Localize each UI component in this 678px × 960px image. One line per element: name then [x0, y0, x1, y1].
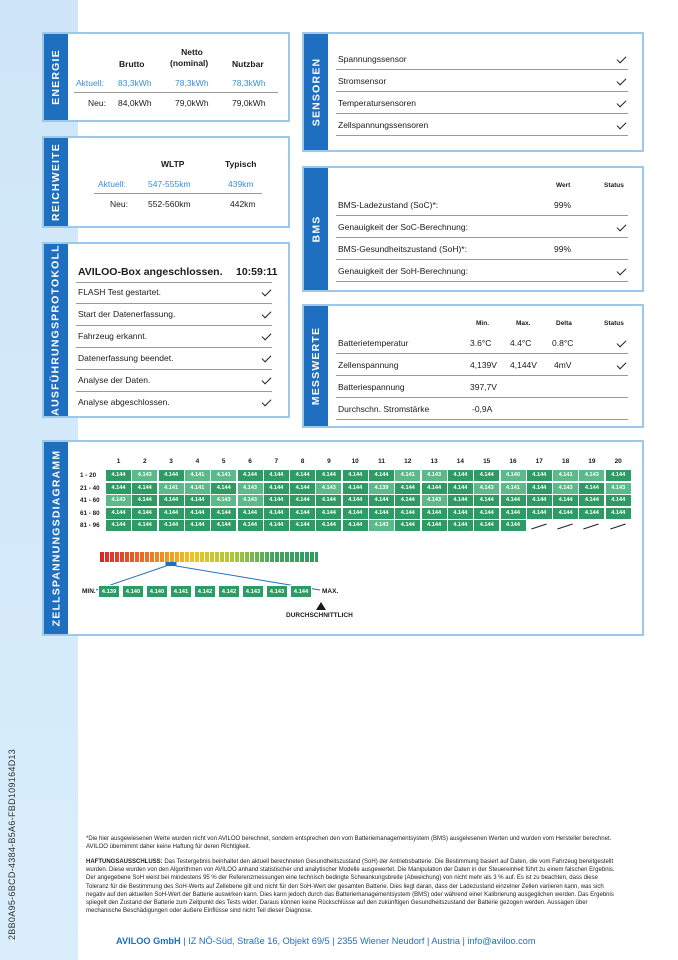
column-number: 5: [221, 458, 226, 465]
voltage-cell: 4.144: [501, 508, 526, 519]
voltage-cell: 4.144: [527, 483, 552, 494]
voltage-cell: 4.144: [369, 508, 394, 519]
voltage-cell: 4.144: [264, 495, 289, 506]
scale-value-box: 4.140: [146, 585, 168, 598]
divider: [336, 113, 628, 114]
divider: [336, 215, 628, 216]
check-icon: [262, 375, 272, 385]
voltage-cell: 4.144: [159, 495, 184, 506]
column-number: 17: [535, 458, 543, 465]
check-icon: [617, 222, 627, 232]
divider: [94, 193, 262, 194]
voltage-cell: 4.140: [501, 470, 526, 481]
voltage-cell: 4.144: [422, 483, 447, 494]
voltage-cell: 4.144: [106, 508, 131, 519]
voltage-cell: 4.144: [474, 495, 499, 506]
voltage-cell: 4.144: [290, 483, 315, 494]
divider: [76, 369, 272, 370]
divider: [76, 391, 272, 392]
energie-tab: ENERGIE: [44, 34, 68, 120]
voltage-cell: 4.144: [316, 520, 341, 531]
check-icon: [617, 266, 627, 276]
row-neu-label: Neu:: [110, 199, 128, 209]
column-number: 4: [195, 458, 200, 465]
reichweite-panel: [42, 136, 290, 228]
check-icon: [262, 287, 272, 297]
scale-value-box: 4.142: [194, 585, 216, 598]
footnote: *Die hier ausgewiesenen Werte wurden nicht von AVILOO berechnet, sondern entsprechen den vom Batteriemanagementsystem (BMS) ausgelesenen Werten und wurden vom Hersteller berechnet. AVILOO übernimmt daher keine Haftung für deren Richtigkeit.: [86, 836, 612, 851]
average-label: DURCHSCHNITTLICH: [286, 612, 353, 619]
scale-value-box: 4.143: [266, 585, 288, 598]
voltage-cell: 4.143: [106, 495, 131, 506]
company-name: AVILOO GmbH: [116, 936, 181, 946]
temp-max: 4.4°C: [510, 338, 532, 348]
divider: [336, 397, 628, 398]
divider: [336, 281, 628, 282]
row-label: 81 - 96: [80, 522, 100, 529]
column-number: 2: [142, 458, 147, 465]
voltage-cell: 4.144: [211, 483, 236, 494]
col-nutzbar: Nutzbar: [232, 59, 264, 69]
row-label: 21 - 40: [80, 484, 100, 492]
sensor-item: Stromsensor: [338, 76, 387, 86]
protokoll-title: AVILOO-Box angeschlossen.: [78, 266, 223, 278]
voltage-cell: 4.144: [185, 520, 210, 531]
aktuell-wltp: 547-555km: [148, 179, 191, 189]
voltage-cell: 4.144: [527, 495, 552, 506]
column-number: 16: [509, 458, 517, 465]
voltage-cell: 4.141: [501, 483, 526, 494]
divider: [336, 419, 628, 420]
divider: [336, 375, 628, 376]
protokoll-tab: AUSFÜHRUNGSPROTOKOLL: [44, 244, 68, 416]
voltage-cell: 4.144: [474, 520, 499, 531]
voltage-cell: 4.144: [448, 495, 473, 506]
voltage-cell: 4.144: [159, 520, 184, 531]
voltage-cell: 4.144: [448, 470, 473, 481]
batt-value: 397,7V: [470, 382, 497, 392]
row-label: 41 - 60: [80, 497, 100, 504]
empty-cell-dash: [531, 524, 547, 530]
voltage-cell: 4.144: [238, 470, 263, 481]
protokoll-item: FLASH Test gestartet.: [78, 287, 161, 297]
check-icon: [262, 353, 272, 363]
voltage-cell: 4.144: [343, 495, 368, 506]
col-delta: Delta: [556, 320, 572, 327]
col-wert: Wert: [556, 182, 571, 189]
voltage-cell: 4.143: [238, 495, 263, 506]
row-label: 61 - 80: [80, 509, 100, 517]
voltage-cell: 4.144: [159, 470, 184, 481]
voltage-cell: 4.144: [132, 508, 157, 519]
check-icon: [262, 331, 272, 341]
column-number: 20: [614, 458, 622, 465]
empty-cell-dash: [557, 524, 573, 530]
voltage-gradient-bar: [100, 552, 318, 562]
neu-nutzbar: 79,0kWh: [232, 98, 266, 108]
column-number: 7: [274, 458, 279, 465]
voltage-cell: 4.144: [501, 520, 526, 531]
check-icon: [617, 98, 627, 108]
col-brutto: Brutto: [119, 59, 145, 69]
column-number: 9: [327, 458, 331, 465]
voltage-cell: 4.144: [343, 508, 368, 519]
voltage-cell: 4.144: [316, 508, 341, 519]
check-icon: [617, 76, 627, 86]
col-netto: Netto: [181, 47, 203, 57]
voltage-cell: 4.143: [211, 495, 236, 506]
voltage-cell: 4.144: [290, 520, 315, 531]
soh-label: BMS-Gesundheitszustand (SoH)*:: [338, 244, 467, 254]
zell-max: 4,144V: [510, 360, 537, 370]
voltage-cell: 4.144: [238, 520, 263, 531]
voltage-cell: 4.144: [527, 508, 552, 519]
voltage-cell: 4.144: [474, 508, 499, 519]
col-netto-sub: (nominal): [170, 58, 209, 68]
protokoll-item: Start der Datenerfassung.: [78, 309, 176, 319]
check-icon: [262, 309, 272, 319]
row-aktuell-label: Aktuell:: [98, 179, 126, 189]
voltage-cell: 4.144: [448, 520, 473, 531]
disclaimer-title: HAFTUNGSAUSSCHLUSS:: [86, 859, 163, 865]
column-number: 19: [588, 458, 596, 465]
check-icon: [617, 54, 627, 64]
company-line: [116, 936, 536, 946]
protokoll-panel: [42, 242, 290, 418]
voltage-cell: 4.143: [238, 483, 263, 494]
voltage-cell: 4.144: [290, 470, 315, 481]
voltage-cell: 4.144: [343, 483, 368, 494]
divider: [74, 92, 278, 93]
sensor-item: Temperatursensoren: [338, 98, 416, 108]
col-max: Max.: [516, 320, 531, 327]
voltage-cell: 4.144: [132, 520, 157, 531]
strom-label: Durchschn. Stromstärke: [338, 404, 430, 414]
bms-tab: BMS: [304, 168, 328, 290]
messwerte-panel: [302, 304, 644, 428]
messwerte-tab: MESSWERTE: [304, 306, 328, 426]
scale-value-box: 4.143: [242, 585, 264, 598]
voltage-cell: 4.144: [422, 508, 447, 519]
min-label: MIN.: [82, 588, 96, 595]
voltage-cell: 4.141: [185, 483, 210, 494]
protokoll-item: Datenerfassung beendet.: [78, 353, 174, 363]
voltage-cell: 4.144: [290, 495, 315, 506]
voltage-cell: 4.144: [395, 483, 420, 494]
aktuell-typisch: 439km: [228, 179, 254, 189]
voltage-cell: 4.144: [132, 495, 157, 506]
divider: [336, 353, 628, 354]
protokoll-item: Fahrzeug erkannt.: [78, 331, 147, 341]
divider: [336, 135, 628, 136]
voltage-cell: 4.144: [264, 520, 289, 531]
column-number: 14: [456, 458, 464, 465]
divider: [76, 347, 272, 348]
column-number: 11: [378, 458, 385, 465]
soc-label: BMS-Ladezustand (SoC)*:: [338, 200, 439, 210]
zellspannung-panel: [42, 440, 644, 636]
sensoren-panel: [302, 32, 644, 152]
aktuell-brutto: 83,3kWh: [118, 78, 152, 88]
zell-label: Zellenspannung: [338, 360, 399, 370]
max-label: MAX.: [322, 588, 339, 595]
energie-panel: [42, 32, 290, 122]
voltage-cell: 4.143: [316, 483, 341, 494]
voltage-cell: 4.143: [369, 520, 394, 531]
empty-cell-dash: [584, 524, 600, 530]
check-icon: [617, 338, 627, 348]
neu-brutto: 84,0kWh: [118, 98, 152, 108]
voltage-cell: 4.144: [579, 483, 604, 494]
voltage-cell: 4.144: [369, 470, 394, 481]
temp-min: 3.6°C: [470, 338, 492, 348]
voltage-cell: 4.144: [474, 470, 499, 481]
voltage-cell: 4.144: [395, 495, 420, 506]
voltage-cell: 4.144: [316, 495, 341, 506]
strom-value: -0,9A: [472, 404, 493, 414]
divider: [336, 237, 628, 238]
column-number: 10: [351, 458, 359, 465]
reichweite-tab: REICHWEITE: [44, 138, 68, 226]
voltage-cell: 4.143: [553, 483, 578, 494]
company-address: | IZ NÖ-Süd, Straße 16, Objekt 69/5 | 2355 Wiener Neudorf | Austria | info@aviloo.com: [180, 936, 536, 946]
col-status: Status: [604, 182, 624, 189]
voltage-cell: 4.144: [501, 495, 526, 506]
zell-delta: 4mV: [554, 360, 572, 370]
voltage-cell: 4.144: [238, 508, 263, 519]
column-number: 8: [300, 458, 305, 465]
voltage-cell: 4.139: [369, 483, 394, 494]
bms-panel: [302, 166, 644, 292]
voltage-cell: 4.141: [159, 483, 184, 494]
check-icon: [617, 360, 627, 370]
column-number: 13: [430, 458, 438, 465]
batt-label: Batteriespannung: [338, 382, 405, 392]
average-marker-icon: [316, 602, 326, 610]
disclaimer-text: Das Testergebnis beinhaltet den aktuell berechneten Gesundheitszustand (SoH) der Antriebsbatterie. Die Bestimmung basiert auf Daten, die vom Fahrzeug bereitgestellt wurden. Diese wurden von den Algorithmen von AVILOO anhand statistischer und analytischer Modelle ausgewertet. Die Manipulation der Daten in der Steuereinheit führt zu einem falschen Ergebnis. Der angegebene SoH weist bei mindestens 95 % der Referenzmessungen eine technisch bedingte Schwankungsbreite (Abweichung) von nicht mehr als 3 % auf. Es ist zu beachten, dass diese Toleranz für die Bestimmung des SoH-Werts auf Zellebene gilt und nicht für den SoH-Wert der gesamten Batterie. Dies liegt daran, dass der Ladezustand einzelner Zellen variieren kann, was sich negativ auf den aktuellen SoH-Wert der Batterie auswirken kann. Dies kann jedoch durch das Batteriemanagementsystem (BMS) oder während einer Kalibrierung ausgeglichen werden. Das Ergebnis spiegelt den Zustand der Batterie zum Zeitpunkt des Tests wider. Daraus können keine Rückschlüsse auf den zukünftigen Gesundheitszustand der Batterie gezogen werden. Aussagen über mechanische Beschädigungen oder äußere Einflüsse sind nicht Teil dieser Diagnose.: [86, 859, 615, 915]
col-min: Min.: [476, 320, 489, 327]
voltage-cell: 4.144: [448, 508, 473, 519]
voltage-cell: 4.144: [211, 508, 236, 519]
aktuell-netto: 78,3kWh: [175, 78, 209, 88]
voltage-cell: 4.144: [343, 520, 368, 531]
column-number: 6: [248, 458, 252, 465]
voltage-cell: 4.144: [553, 508, 578, 519]
voltage-cell: 4.144: [106, 470, 131, 481]
voltage-cell: 4.141: [553, 470, 578, 481]
divider: [336, 259, 628, 260]
voltage-cell: 4.144: [316, 470, 341, 481]
voltage-cell: 4.144: [422, 520, 447, 531]
check-icon: [262, 397, 272, 407]
column-number: 15: [483, 458, 491, 465]
document-id: 2BB0A95-6BCD-4384-B5A6-FBD109164D13: [7, 748, 17, 940]
neu-wltp: 552-560km: [148, 199, 191, 209]
voltage-cell: 4.144: [264, 483, 289, 494]
empty-cell-dash: [610, 524, 626, 530]
voltage-cell: 4.143: [132, 470, 157, 481]
voltage-cell: 4.143: [422, 495, 447, 506]
soc-accuracy-label: Genauigkeit der SoC-Berechnung:: [338, 222, 468, 232]
diagram-tab: ZELLSPANNUNGSDIAGRAMM: [44, 442, 68, 634]
scale-value-box: 4.140: [122, 585, 144, 598]
voltage-cell: 4.144: [395, 520, 420, 531]
divider: [336, 91, 628, 92]
voltage-cell: 4.141: [395, 470, 420, 481]
voltage-cell: 4.144: [369, 495, 394, 506]
soc-value: 99%: [554, 200, 572, 210]
divider: [76, 325, 272, 326]
voltage-cell: 4.144: [579, 508, 604, 519]
row-aktuell-label: Aktuell:: [76, 78, 104, 88]
protokoll-item: Analyse der Daten.: [78, 375, 151, 385]
col-wltp: WLTP: [161, 159, 185, 169]
col-typisch: Typisch: [225, 159, 257, 169]
column-number: 1: [116, 458, 121, 465]
disclaimer: [86, 858, 616, 915]
zell-min: 4,139V: [470, 360, 497, 370]
col-status: Status: [604, 320, 624, 327]
sensor-item: Spannungssensor: [338, 54, 407, 64]
scale-value-box: 4.142: [218, 585, 240, 598]
divider: [336, 69, 628, 70]
soh-accuracy-label: Genauigkeit der SoH-Berechnung:: [338, 266, 468, 276]
sensoren-tab: SENSOREN: [304, 34, 328, 150]
soh-value: 99%: [554, 244, 572, 254]
neu-typisch: 442km: [230, 199, 256, 209]
voltage-cell: 4.144: [343, 470, 368, 481]
voltage-cell: 4.144: [448, 483, 473, 494]
voltage-cell: 4.144: [159, 508, 184, 519]
row-neu-label: Neu:: [88, 98, 106, 108]
neu-netto: 79,0kWh: [175, 98, 209, 108]
voltage-cell: 4.144: [606, 470, 631, 481]
scale-value-box: 4.141: [170, 585, 192, 598]
voltage-cell: 4.143: [579, 470, 604, 481]
column-number: 18: [561, 458, 570, 465]
voltage-cell: 4.144: [264, 508, 289, 519]
protokoll-time: 10:59:11: [236, 266, 278, 278]
scale-value-box: 4.144: [290, 585, 312, 598]
divider: [76, 282, 272, 283]
aktuell-nutzbar: 78,3kWh: [232, 78, 266, 88]
sensor-item: Zellspannungssensoren: [338, 120, 429, 130]
voltage-cell: 4.144: [579, 495, 604, 506]
voltage-cell: 4.144: [606, 508, 631, 519]
voltage-cell: 4.144: [290, 508, 315, 519]
temp-label: Batterietemperatur: [338, 338, 409, 348]
voltage-cell: 4.144: [106, 483, 131, 494]
column-number: 12: [404, 458, 412, 465]
divider: [76, 303, 272, 304]
voltage-cell: 4.144: [185, 495, 210, 506]
voltage-cell: 4.143: [474, 483, 499, 494]
column-number: 3: [169, 458, 173, 465]
voltage-cell: 4.141: [185, 470, 210, 481]
voltage-cell: 4.144: [395, 508, 420, 519]
voltage-cell: 4.144: [211, 520, 236, 531]
voltage-cell: 4.144: [132, 483, 157, 494]
voltage-cell: 4.144: [606, 495, 631, 506]
protokoll-item: Analyse abgeschlossen.: [78, 397, 170, 407]
voltage-cell: 4.144: [553, 495, 578, 506]
check-icon: [617, 120, 627, 130]
temp-delta: 0.8°C: [552, 338, 574, 348]
voltage-cell: 4.144: [106, 520, 131, 531]
voltage-cell: 4.144: [527, 470, 552, 481]
row-label: 1 - 20: [80, 472, 97, 479]
voltage-cell: 4.144: [185, 508, 210, 519]
scale-value-box: 4.139: [98, 585, 120, 598]
voltage-cell: 4.143: [422, 470, 447, 481]
voltage-cell: 4.143: [606, 483, 631, 494]
voltage-cell: 4.141: [211, 470, 236, 481]
voltage-cell: 4.144: [264, 470, 289, 481]
